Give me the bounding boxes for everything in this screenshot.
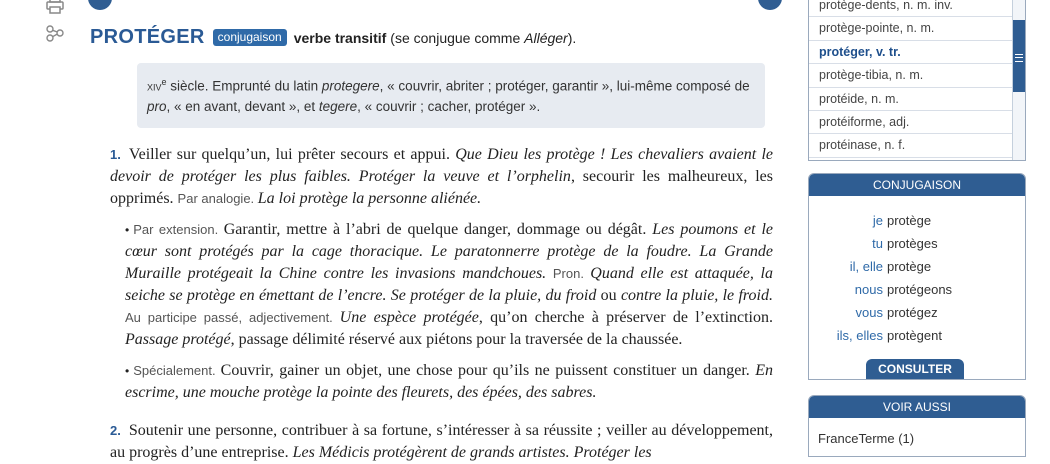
example: Les poumons et le cœur sont protégés par la cage thoracique. Le paratonnerre protège de la foudre. La Grande Muraille protégeait la Chine contre les invasions mandchoues. [125,221,773,282]
usage-label: Par extension. [133,222,224,237]
definition-number: 2. [110,423,121,438]
print-button[interactable] [44,0,66,16]
scrollbar-thumb[interactable] [1013,20,1025,92]
note-text: ). [567,30,577,46]
etym-text: , « couvrir ; cacher, protéger ». [357,98,541,114]
example: Les Médicis protégèrent de grands artistes. Protéger les [292,444,652,461]
model-verb: Alléger [524,30,568,46]
etym-word: tegere [318,98,358,114]
definition-number: 1. [110,147,121,162]
def-text: Garantir, mettre à l’abri de quelque danger, dommage ou dégât. [223,221,653,238]
example: Quand elle est attaquée, la seiche se protège en émettant de l’encre. Se protéger de la pluie, du froid [125,265,774,304]
conjugation-row [809,302,1025,324]
definition-1-special [125,360,773,404]
example: En escrime, une mouche protège la pointe des fleurets, des épées, des sabres. [125,362,773,401]
entry-list [808,0,1026,161]
conjugation-title: CONJUGAISON [809,174,1025,196]
conjugation-row [809,210,1025,232]
conjugation-model-note [390,30,576,46]
verb-form: protégez [887,305,938,320]
bullet: • [125,364,130,378]
definition-2 [110,420,773,464]
entry-list-item[interactable]: protéide, n. m. [809,88,1025,111]
verb-form: protège [887,213,932,228]
example: La loi protège la personne aliénée. [257,190,482,207]
example: Passage protégé [125,331,231,348]
usage-label: Par analogie. [177,191,258,206]
entry-list-item-current[interactable]: protéger, v. tr. [809,41,1025,64]
def-text: Couvrir, gainer un objet, une chose pour qu’ils ne puissent constituer un danger. [220,362,756,379]
grammatical-category: verbe transitif [293,30,387,46]
see-also-link[interactable]: FranceTerme (1) [818,431,915,446]
def-text: ou [596,287,621,304]
etym-text: siècle. Emprunté du latin [166,78,322,94]
example: Que Dieu les protège ! Les chevaliers avaient le devoir de protéger les plus faibles. Protéger la veuve et l’orphelin [110,146,773,185]
def-text: , secourir les malheureux, les opprimés. [110,168,774,207]
verb-form: protège [887,259,932,274]
previous-entry-button[interactable] [88,0,112,10]
entry-list-item[interactable]: protéinase, n. f. [809,134,1025,157]
def-text: , qu’on cherche à préserver de l’extinction. [478,309,774,326]
def-text: , passage délimité réservé aux piétons pour la traversée de la chaussée. [230,331,683,348]
entry-header [90,26,576,49]
grip-icon [1015,54,1023,62]
example: contre la pluie, le froid. [620,287,773,304]
entry-list-item[interactable]: protège-tibia, n. m. [809,64,1025,87]
entry-list-scrollbar[interactable] [1012,0,1025,160]
entry-list-item[interactable]: protéiforme, adj. [809,111,1025,134]
pronoun: nous [854,282,883,297]
entry-list-item[interactable]: protège-dents, n. m. inv. [809,0,1025,17]
conjugation-link[interactable]: conjugaison [213,29,287,46]
etym-word: pro [147,98,167,114]
pronoun: je [872,213,883,228]
definition-1 [110,144,773,210]
conjugation-row [809,279,1025,301]
def-text: Veiller sur quelqu’un, lui prêter secours et appui. [128,146,456,163]
verb-form: protèges [887,236,938,251]
headword: PROTÉGER [90,26,205,48]
see-also-title: VOIR AUSSI [809,396,1025,418]
def-text: Soutenir une personne, contribuer à sa fortune, s’intéresser à sa réussite ; veiller au développement, au progrès d’une entreprise. [110,422,773,461]
definition-1-extension [125,219,773,351]
example: Une espèce protégée [339,309,479,326]
pronoun: il, elle [849,259,883,274]
bullet: • [125,223,130,237]
century-ordinal: e [161,77,167,87]
see-also-panel [808,395,1026,457]
conjugation-row [809,325,1025,347]
verb-form: protégeons [887,282,953,297]
note-text: (se conjugue comme [390,30,525,46]
etymology-box [137,63,765,128]
entry-list-item[interactable]: protège-pointe, n. m. [809,17,1025,40]
conjugation-panel [808,173,1026,380]
usage-label: Au participe passé, adjectivement. [125,310,340,325]
etym-text: , « couvrir, abriter ; protéger, garantir », lui-même composé de [379,78,750,94]
verb-form: protègent [887,328,942,343]
etym-text: , « en avant, devant », et [166,98,319,114]
conjugation-row [809,233,1025,255]
pronoun: tu [872,236,883,251]
pronoun: ils, elles [836,328,883,343]
usage-label: Spécialement. [133,363,221,378]
pronoun: vous [855,305,883,320]
usage-label: Pron. [552,266,591,281]
century: xiv [147,78,162,94]
conjugation-row [809,256,1025,278]
share-button[interactable] [44,22,66,44]
consult-conjugation-button[interactable]: CONSULTER [866,359,964,379]
next-entry-button[interactable] [758,0,782,10]
print-icon [45,0,65,15]
share-icon [45,23,65,43]
etym-word: protegere [321,78,380,94]
